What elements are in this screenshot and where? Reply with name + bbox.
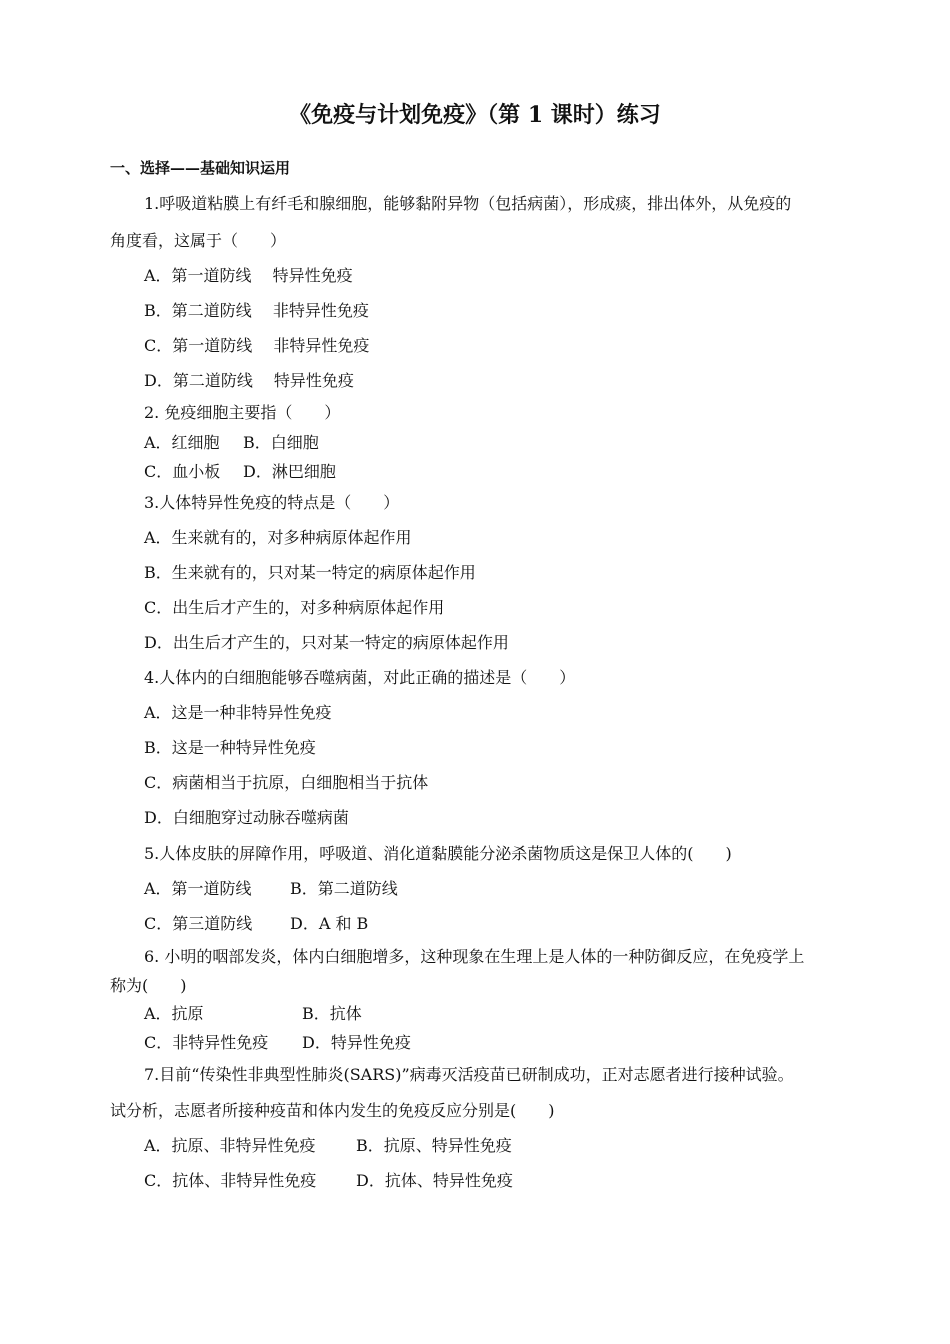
question-7-option-b: B．抗原、特异性免疫: [356, 1136, 512, 1155]
question-1-text: 1.呼吸道粘膜上有纤毛和腺细胞，能够黏附异物（包括病菌），形成痰，排出体外，从免疫的: [144, 194, 792, 213]
question-7-text-cont: 试分析，志愿者所接种疫苗和体内发生的免疫反应分别是( ): [110, 1101, 555, 1120]
question-4-option-b: B．这是一种特异性免疫: [144, 738, 316, 757]
question-6-text-cont: 称为( ): [110, 976, 187, 995]
question-4-text: 4.人体内的白细胞能够吞噬病菌，对此正确的描述是（ ）: [144, 668, 576, 687]
question-5-option-c: C．第三道防线: [144, 914, 253, 933]
question-2-text: 2. 免疫细胞主要指（ ）: [144, 403, 341, 422]
question-5-option-d: D．A 和 B: [290, 914, 369, 933]
question-6-option-b: B．抗体: [302, 1004, 362, 1023]
question-2-option-b: B．白细胞: [243, 433, 319, 452]
question-6-option-a: A．抗原: [144, 1004, 204, 1023]
page-title: 《免疫与计划免疫》（第 1 课时）练习: [289, 102, 661, 128]
question-5-text: 5.人体皮肤的屏障作用，呼吸道、消化道黏膜能分泌杀菌物质这是保卫人体的( ): [144, 844, 732, 863]
question-6-text: 6. 小明的咽部发炎，体内白细胞增多，这种现象在生理上是人体的一种防御反应，在免疫学上: [144, 947, 805, 966]
question-4-option-a: A．这是一种非特异性免疫: [144, 703, 332, 722]
question-3-option-a: A．生来就有的，对多种病原体起作用: [144, 528, 412, 547]
question-7-option-d: D．抗体、特异性免疫: [356, 1171, 513, 1190]
question-6-option-c: C．非特异性免疫: [144, 1033, 269, 1052]
question-3-option-d: D．出生后才产生的，只对某一特定的病原体起作用: [144, 633, 509, 652]
question-5-option-a: A．第一道防线: [144, 879, 252, 898]
question-5-option-b: B．第二道防线: [290, 879, 398, 898]
question-4-option-d: D．白细胞穿过动脉吞噬病菌: [144, 808, 349, 827]
question-1-option-b: B．第二道防线 非特异性免疫: [144, 301, 369, 320]
question-3-option-b: B．生来就有的，只对某一特定的病原体起作用: [144, 563, 476, 582]
question-7-option-c: C．抗体、非特异性免疫: [144, 1171, 317, 1190]
question-4-option-c: C．病菌相当于抗原，白细胞相当于抗体: [144, 773, 429, 792]
question-7-option-a: A．抗原、非特异性免疫: [144, 1136, 316, 1155]
question-2-option-a: A．红细胞: [144, 433, 220, 452]
question-1-option-d: D．第二道防线 特异性免疫: [144, 371, 354, 390]
question-6-option-d: D．特异性免疫: [302, 1033, 411, 1052]
section-heading: 一、选择——基础知识运用: [110, 159, 291, 177]
question-3-text: 3.人体特异性免疫的特点是（ ）: [144, 493, 400, 512]
question-2-option-d: D．淋巴细胞: [243, 462, 336, 481]
question-7-text: 7.目前“传染性非典型性肺炎(SARS)”病毒灭活疫苗已研制成功，正对志愿者进行接种试验。: [144, 1065, 794, 1084]
question-1-option-a: A．第一道防线 特异性免疫: [144, 266, 353, 285]
question-2-option-c: C．血小板: [144, 462, 221, 481]
question-1-text-cont: 角度看，这属于（ ）: [110, 231, 287, 250]
question-3-option-c: C．出生后才产生的，对多种病原体起作用: [144, 598, 445, 617]
question-1-option-c: C．第一道防线 非特异性免疫: [144, 336, 370, 355]
